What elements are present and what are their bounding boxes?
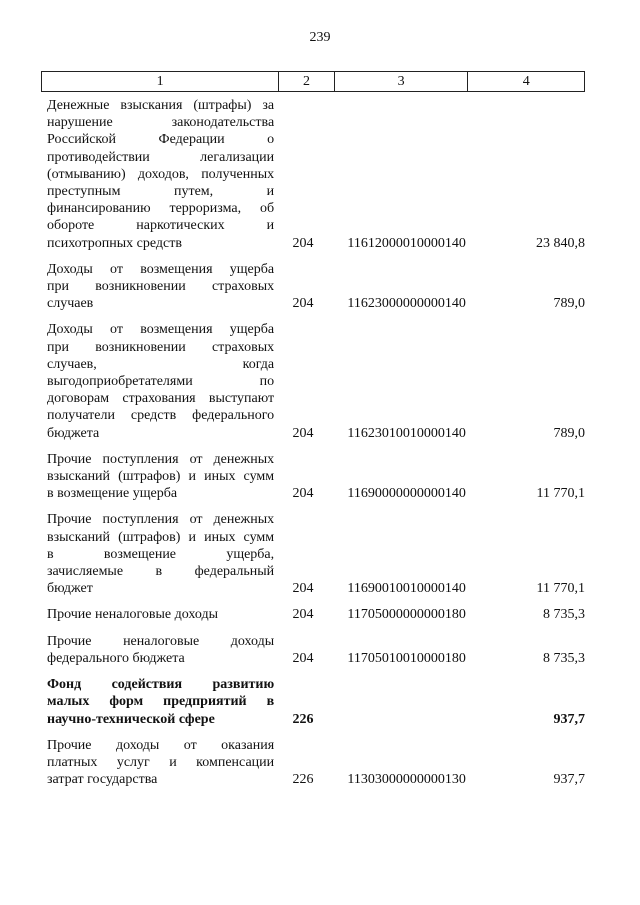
- table-row: [47, 737, 587, 789]
- row-name-line: Доходы от возмещения ущерба: [47, 322, 275, 338]
- row-name-line: (отмыванию) доходов, полученных: [47, 166, 275, 182]
- row-name-line: противодействии легализации: [47, 149, 275, 165]
- row-name-line: выгодоприобретателями по: [47, 374, 275, 390]
- table-header: [41, 71, 585, 92]
- row-name-line: в возмещение ущерба: [47, 486, 178, 502]
- row-sum: 11 770,1: [536, 581, 585, 597]
- row-name-line: нарушение законодательства: [47, 115, 275, 131]
- row-sum: 11 770,1: [536, 486, 585, 502]
- row-name-line: преступным путем, и: [47, 184, 275, 200]
- row-name-line: получатели средств федерального: [47, 408, 275, 424]
- row-sum: 937,7: [553, 772, 585, 788]
- row-name-line: Прочие неналоговые доходы: [47, 607, 219, 623]
- row-name-line: малых форм предприятий в: [47, 694, 275, 710]
- table-row: [47, 97, 587, 252]
- row-name: [47, 511, 274, 597]
- row-name-line: случаев: [47, 296, 94, 312]
- row-name: [47, 606, 274, 623]
- row-code: 204: [292, 296, 314, 312]
- row-name: [47, 451, 274, 503]
- row-sum: 8 735,3: [542, 607, 585, 623]
- page-number: 239: [309, 30, 331, 45]
- row-name-line: в возмещение ущерба,: [47, 546, 275, 562]
- header-col-4: 4: [522, 73, 530, 89]
- header-col-3: 3: [335, 72, 469, 91]
- row-sum: 8 735,3: [542, 650, 585, 666]
- row-name: [47, 676, 274, 728]
- row-kbk: 11623010010000140: [347, 425, 466, 441]
- row-kbk: 11690010010000140: [347, 581, 466, 597]
- row-name-line: затрат государства: [47, 772, 158, 788]
- row-name-line: договорам страхования выступают: [47, 391, 275, 407]
- row-name: [47, 633, 274, 667]
- row-name-line: Фонд содействия развитию: [47, 677, 275, 693]
- row-kbk: 11705010010000180: [347, 650, 466, 666]
- header-col-1: 1: [42, 72, 279, 91]
- row-kbk: 11303000000000130: [347, 772, 466, 788]
- row-name-line: Российской Федерации о: [47, 132, 275, 148]
- row-code: 226: [292, 772, 314, 788]
- row-code: 204: [292, 607, 314, 623]
- row-name-line: финансированию терроризма, об: [47, 201, 275, 217]
- row-name-line: Прочие неналоговые доходы: [47, 633, 275, 649]
- row-kbk: 11612000010000140: [347, 235, 466, 251]
- row-name: [47, 321, 274, 441]
- table-row: [47, 451, 587, 503]
- row-code: 204: [292, 235, 314, 251]
- row-name: [47, 97, 274, 252]
- row-name-line: федерального бюджета: [47, 650, 185, 666]
- row-name-line: Прочие доходы от оказания: [47, 737, 275, 753]
- row-name-line: Прочие поступления от денежных: [47, 451, 275, 467]
- table-row: [47, 321, 587, 441]
- row-kbk: 11623000000000140: [347, 296, 466, 312]
- row-sum: 937,7: [553, 711, 585, 727]
- table-row: [47, 606, 587, 623]
- row-code: 204: [292, 581, 314, 597]
- row-sum: 23 840,8: [535, 235, 585, 251]
- table-row: [47, 511, 587, 597]
- row-code: 204: [292, 486, 314, 502]
- row-name-line: платных услуг и компенсации: [47, 754, 275, 770]
- row-sum: 789,0: [553, 425, 585, 441]
- row-name-line: обороте наркотических и: [47, 218, 275, 234]
- table-body: [47, 97, 587, 797]
- row-sum: 789,0: [553, 296, 585, 312]
- row-name-line: бюджет: [47, 581, 93, 597]
- row-name-line: научно-технической сфере: [47, 711, 215, 727]
- row-name: [47, 737, 274, 789]
- table-row: [47, 633, 587, 667]
- table-row: [47, 261, 587, 313]
- row-name-line: случаев, когда: [47, 356, 275, 372]
- row-code: 226: [292, 711, 314, 727]
- table-row: [47, 676, 587, 728]
- row-name-line: психотропных средств: [47, 235, 182, 251]
- row-name-line: Прочие поступления от денежных: [47, 512, 275, 528]
- header-col-2: 2: [279, 72, 335, 91]
- row-code: 204: [292, 650, 314, 666]
- row-name-line: при возникновении страховых: [47, 339, 275, 355]
- row-name-line: бюджета: [47, 425, 100, 441]
- row-name-line: при возникновении страховых: [47, 279, 275, 295]
- row-name-line: зачисляемые в федеральный: [47, 564, 275, 580]
- row-name-line: взысканий (штрафов) и иных сумм: [47, 469, 275, 485]
- row-name-line: Денежные взыскания (штрафы) за: [47, 98, 275, 113]
- row-name: [47, 261, 274, 313]
- row-kbk: 11705000000000180: [347, 607, 466, 623]
- row-code: 204: [292, 425, 314, 441]
- row-name-line: взысканий (штрафов) и иных сумм: [47, 529, 275, 545]
- row-kbk: 11690000000000140: [347, 486, 466, 502]
- row-name-line: Доходы от возмещения ущерба: [47, 261, 275, 277]
